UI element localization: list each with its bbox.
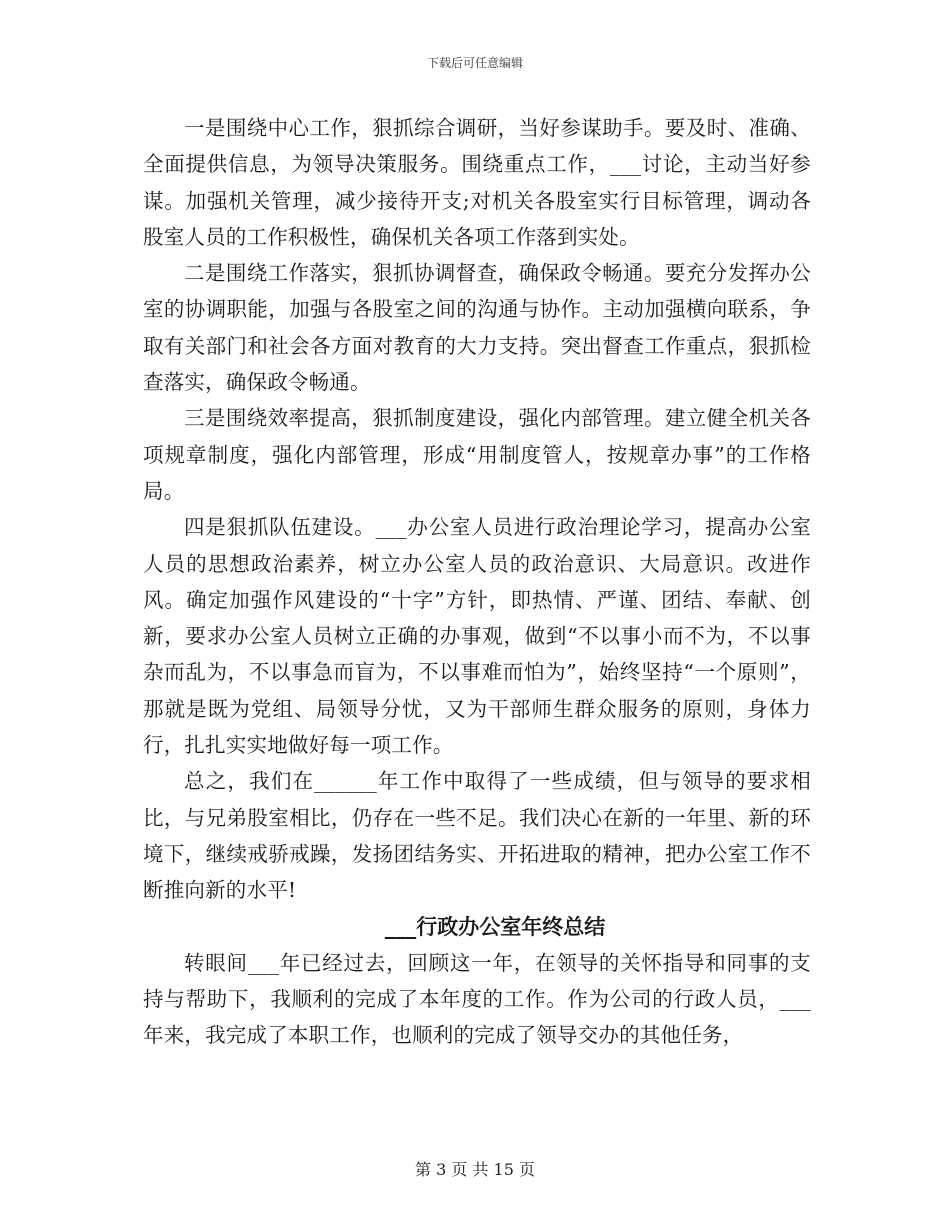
- paragraph-item-2: 二是围绕工作落实，狠抓协调督查，确保政令畅通。要充分发挥办公室的协调职能，加强与各股室之间的沟通与协作。主动加强横向联系，争取有关部门和社会各方面对教育的大力支持。突出督查工作重点，狠抓检查落实，确保政令畅通。: [143, 261, 811, 395]
- page-header-note: 下载后可任意编辑: [426, 56, 523, 70]
- paragraph-item-6: 转眼间___年已经过去，回顾这一年，在领导的关怀指导和同事的支持与帮助下，我顺利的完成了本年度的工作。作为公司的行政人员，___年来，我完成了本职工作，也顺利的完成了领导交办的其他任务，: [143, 950, 811, 1048]
- paragraph-item-4: 四是狠抓队伍建设。___办公室人员进行政治理论学习，提高办公室人员的思想政治素养，树立办公室人员的政治意识、大局意识。改进作风。确定加强作风建设的“十字”方针，即热情、严谨、团结、奉献、创新，要求办公室人员树立正确的办事观，做到“不以事小而不为，不以事杂而乱为，不以事急而盲为，不以事难而怕为”，始终坚持“一个原则”，那就是既为党组、局领导分忧，又为干部师生群众服务的原则，身体力行，扎扎实实地做好每一项工作。: [143, 515, 811, 758]
- paragraph-item-5: 总之，我们在______年工作中取得了一些成绩，但与领导的要求相比，与兄弟股室相比，仍存在一些不足。我们决心在新的一年里、新的环境下，继续戒骄戒躁，发扬团结务实、开拓进取的精神，把办公室工作不断推向新的水平!: [143, 769, 811, 903]
- document-body: [143, 110, 811, 1054]
- paragraph-item-3: 三是围绕效率提高，狠抓制度建设，强化内部管理。建立健全机关各项规章制度，强化内部管理，形成“用制度管人，按规章办事”的工作格局。: [143, 406, 811, 503]
- section-title: ___行政办公室年终总结: [384, 913, 606, 939]
- paragraph-item-1: 一是围绕中心工作，狠抓综合调研，当好参谋助手。要及时、准确、全面提供信息，为领导决策服务。围绕重点工作，___讨论，主动当好参谋。加强机关管理，减少接待开支;对机关各股室实行目标管理，调动各股室人员的工作积极性，确保机关各项工作落到实处。: [143, 116, 811, 249]
- page-number-footer: 第 3 页 共 15 页: [415, 1160, 535, 1179]
